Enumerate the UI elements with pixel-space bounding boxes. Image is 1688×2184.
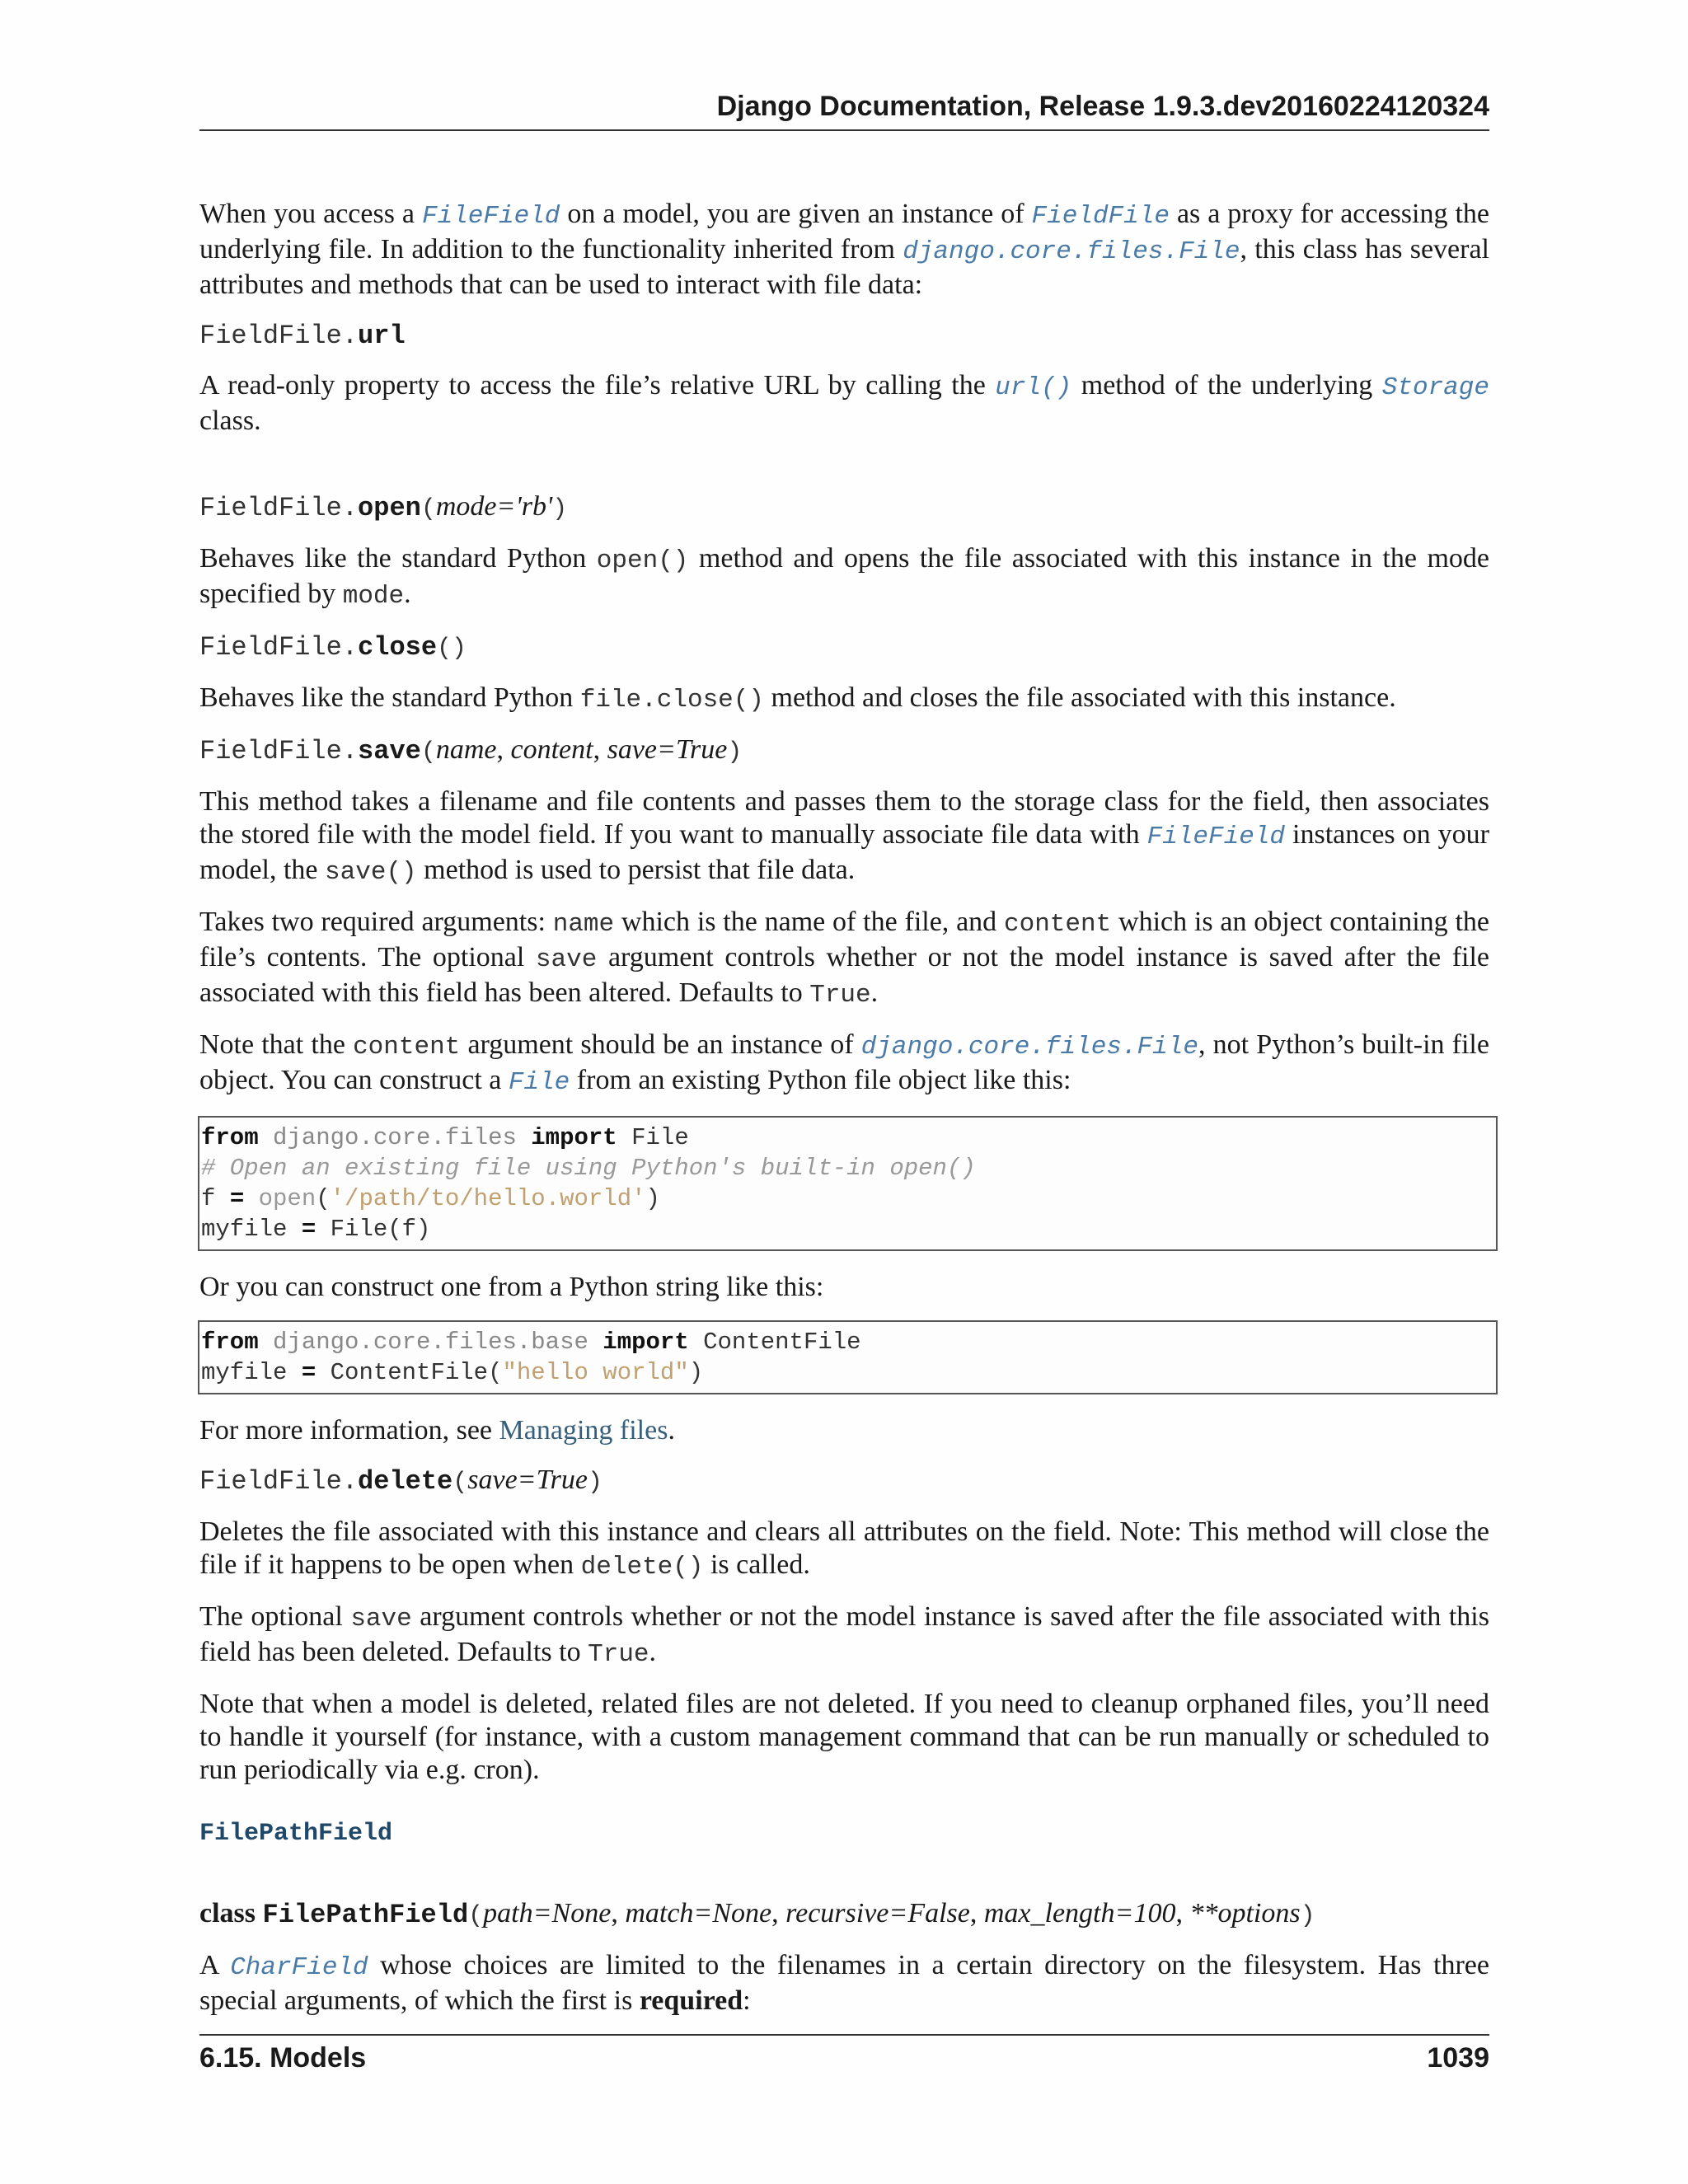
code-keyword: from <box>201 1124 259 1151</box>
sig-class: FieldFile. <box>199 321 359 351</box>
text: : <box>743 1985 751 2016</box>
paren-close: ) <box>587 1469 603 1497</box>
code-comment: # Open an existing file using Python's built-in open() <box>201 1155 976 1182</box>
code-block-contentfile <box>198 1320 1498 1394</box>
code-text: ContentFile <box>688 1329 861 1356</box>
inline-code: name <box>552 910 615 939</box>
file-link[interactable]: File <box>508 1068 570 1097</box>
footer-page-number: 1039 <box>1427 2042 1489 2074</box>
sig-param: recursive=False <box>785 1898 970 1929</box>
code-keyword: import <box>531 1124 617 1151</box>
text: Note that the <box>199 1029 354 1060</box>
text: from an existing Python file object like this: <box>570 1065 1071 1095</box>
sig-param: **options <box>1189 1898 1301 1929</box>
charfield-link[interactable]: CharField <box>230 1953 368 1982</box>
text: Behaves like the standard Python <box>199 682 580 713</box>
code-line <box>199 1357 1496 1388</box>
delete-description-2 <box>199 1601 1489 1671</box>
filefield-link[interactable]: FileField <box>421 202 560 231</box>
text: method is used to persist that file data. <box>416 855 856 885</box>
text: argument controls whether or not the model instance is saved after the file associated with this field has been deleted. Defaults to <box>199 1601 1489 1667</box>
code-line <box>199 1214 1496 1244</box>
paren-close: ) <box>1300 1902 1315 1930</box>
required-emphasis: required <box>639 1985 743 2016</box>
code-operator: = <box>301 1359 316 1386</box>
paren-open: ( <box>468 1902 484 1930</box>
code-text: ( <box>316 1185 331 1212</box>
url-description <box>199 369 1489 438</box>
save-description-2 <box>199 906 1489 1012</box>
inline-code: True <box>809 981 871 1010</box>
sig-param: match=None <box>625 1898 772 1929</box>
code-keyword: import <box>603 1329 689 1356</box>
code-string: "hello world" <box>502 1359 689 1386</box>
sig-name: save <box>358 736 421 766</box>
django-file-link[interactable]: django.core.files.File <box>860 1033 1198 1062</box>
text: instances on your model, the <box>199 819 1489 885</box>
managing-files-link[interactable]: Managing files <box>499 1415 668 1446</box>
inline-code: file.close() <box>579 686 764 715</box>
paren-close: ) <box>552 495 568 523</box>
save-description-3 <box>199 1029 1489 1099</box>
code-line <box>199 1183 1496 1214</box>
inline-code: save <box>535 945 598 974</box>
text: Takes two required arguments: <box>199 907 553 937</box>
text: A <box>199 1950 231 1980</box>
code-module: django.core.files <box>258 1124 532 1151</box>
paren-close: ) <box>727 738 743 766</box>
sig-param: content <box>510 734 593 765</box>
running-header: Django Documentation, Release 1.9.3.dev20160224120324 <box>716 91 1489 122</box>
sig-class: FieldFile. <box>199 1466 359 1497</box>
code-text: File <box>617 1124 689 1151</box>
sig-name: open <box>358 493 421 523</box>
sig-class: FieldFile. <box>199 493 359 523</box>
sig-name: close <box>358 632 438 663</box>
text: This method takes a filename and file contents and passes them to the storage class for the field, then associates the stored file with the model field. If you want to manually associate file data with <box>199 786 1489 850</box>
class-keyword: class <box>199 1898 256 1929</box>
paren-open: ( <box>452 1469 468 1497</box>
or-paragraph: Or you can construct one from a Python string like this: <box>199 1272 824 1302</box>
text: , not Python’s built-in file object. You can construct a <box>199 1029 1489 1095</box>
sig-params: save=True <box>467 1465 588 1495</box>
text: class. <box>199 405 261 436</box>
text: as a proxy for accessing the underlying file. In addition to the functionality inherited from <box>199 199 1489 265</box>
text: , this class has several attributes and methods that can be used to interact with file data: <box>199 234 1490 300</box>
inline-code: content <box>353 1033 461 1062</box>
footer-rule <box>199 2034 1489 2036</box>
storage-link[interactable]: Storage <box>1381 373 1489 402</box>
inline-code: True <box>588 1640 649 1669</box>
code-text: f <box>201 1185 230 1212</box>
text: Behaves like the standard Python <box>199 543 597 574</box>
sig-name: url <box>358 321 406 351</box>
code-line <box>199 1327 1496 1357</box>
class-name: FilePathField <box>262 1900 469 1930</box>
text: Deletes the file associated with this instance and clears all attributes on the field. Note: This method will close the file if it happens to be open when <box>199 1516 1489 1580</box>
code-block-file <box>198 1116 1498 1251</box>
main-content <box>199 198 1489 2034</box>
text: . <box>870 977 879 1008</box>
close-signature <box>199 630 1489 665</box>
inline-code: mode <box>342 582 405 611</box>
header-rule <box>199 129 1489 131</box>
sig-param: save=True <box>607 734 728 765</box>
inline-code: content <box>1003 910 1112 939</box>
filepathfield-signature: class FilePathField(path=None, match=None, recursive=False, max_length=100, **options) <box>199 1898 1315 1930</box>
code-text: myfile <box>201 1359 302 1386</box>
code-line <box>199 1153 1496 1183</box>
filepathfield-description <box>199 1949 1489 2018</box>
code-text: ContentFile( <box>316 1359 503 1386</box>
sig-params: mode='rb' <box>435 491 553 522</box>
code-text: myfile <box>201 1216 302 1243</box>
delete-description-3: Note that when a model is deleted, related files are not deleted. If you need to cleanup orphaned files, you’ll need to handle it yourself (for instance, with a custom management command that can be run manually or scheduled to run periodically via e.g. cron). <box>199 1689 1489 1785</box>
code-string: '/path/to/hello.world' <box>330 1185 646 1212</box>
text: is called. <box>703 1549 810 1580</box>
sig-name: delete <box>358 1466 453 1497</box>
paren-open: ( <box>420 495 436 523</box>
text: on a model, you are given an instance of <box>560 199 1032 229</box>
delete-description-1 <box>199 1516 1489 1584</box>
code-text <box>244 1185 258 1212</box>
more-info-paragraph <box>199 1414 1489 1447</box>
fieldfile-link[interactable]: FieldFile <box>1031 202 1170 231</box>
inline-code: open() <box>596 546 689 575</box>
close-description <box>199 682 1489 717</box>
inline-code: save() <box>325 858 417 887</box>
code-keyword: from <box>201 1329 259 1356</box>
text: method and closes the file associated with this instance. <box>764 682 1396 713</box>
text: The optional <box>199 1601 351 1632</box>
text: For more information, see <box>199 1415 499 1446</box>
text: argument controls whether or not the model instance is saved after the file associated with this field has been altered. Defaults to <box>199 942 1490 1008</box>
text: When you access a <box>199 199 422 229</box>
text: . <box>404 579 411 609</box>
text: whose choices are limited to the filenames in a certain directory on the filesystem. Has three special arguments, of which the first is <box>199 1950 1489 2016</box>
delete-signature <box>199 1464 1489 1499</box>
open-description <box>199 542 1489 613</box>
footer-section: 6.15. Models <box>199 2042 367 2074</box>
code-operator: = <box>301 1216 316 1243</box>
text: argument should be an instance of <box>460 1029 861 1060</box>
sig-class: FieldFile. <box>199 632 359 663</box>
code-builtin: open <box>258 1185 316 1212</box>
code-module: django.core.files.base <box>258 1329 603 1356</box>
django-file-link[interactable]: django.core.files.File <box>903 237 1240 266</box>
sig-param: path=None <box>483 1898 612 1929</box>
text: . <box>668 1415 675 1446</box>
url-method-link[interactable]: url() <box>995 373 1072 402</box>
save-description-1 <box>199 785 1489 889</box>
paren-pair: () <box>437 635 467 663</box>
code-text: ) <box>645 1185 660 1212</box>
text: . <box>649 1637 657 1667</box>
text: which is an object containing the file’s contents. The optional <box>199 907 1489 972</box>
code-text: ) <box>688 1359 704 1386</box>
sig-param: max_length=100 <box>983 1898 1176 1929</box>
spacer <box>199 454 1489 490</box>
text: method of the underlying <box>1071 370 1382 401</box>
code-operator: = <box>229 1185 245 1212</box>
text: which is the name of the file, and <box>614 907 1004 937</box>
intro-paragraph <box>199 198 1489 302</box>
code-line <box>199 1122 1496 1153</box>
inline-code: save <box>350 1605 412 1633</box>
save-signature: FieldFile.save(name, content, save=True) <box>199 734 743 766</box>
paren-open: ( <box>420 738 436 766</box>
open-signature <box>199 490 1489 526</box>
url-signature <box>199 318 1489 353</box>
code-text: File(f) <box>316 1216 431 1243</box>
filepathfield-heading: FilePathField <box>199 1820 393 1848</box>
text: method and opens the file associated with this instance in the mode specified by <box>199 543 1489 609</box>
inline-code: delete() <box>580 1553 704 1582</box>
document-page <box>199 0 1489 2184</box>
sig-class: FieldFile. <box>199 736 359 766</box>
sig-param: name <box>435 734 497 765</box>
text: A read-only property to access the file’s relative URL by calling the <box>199 370 996 401</box>
filefield-link[interactable]: FileField <box>1146 823 1286 851</box>
